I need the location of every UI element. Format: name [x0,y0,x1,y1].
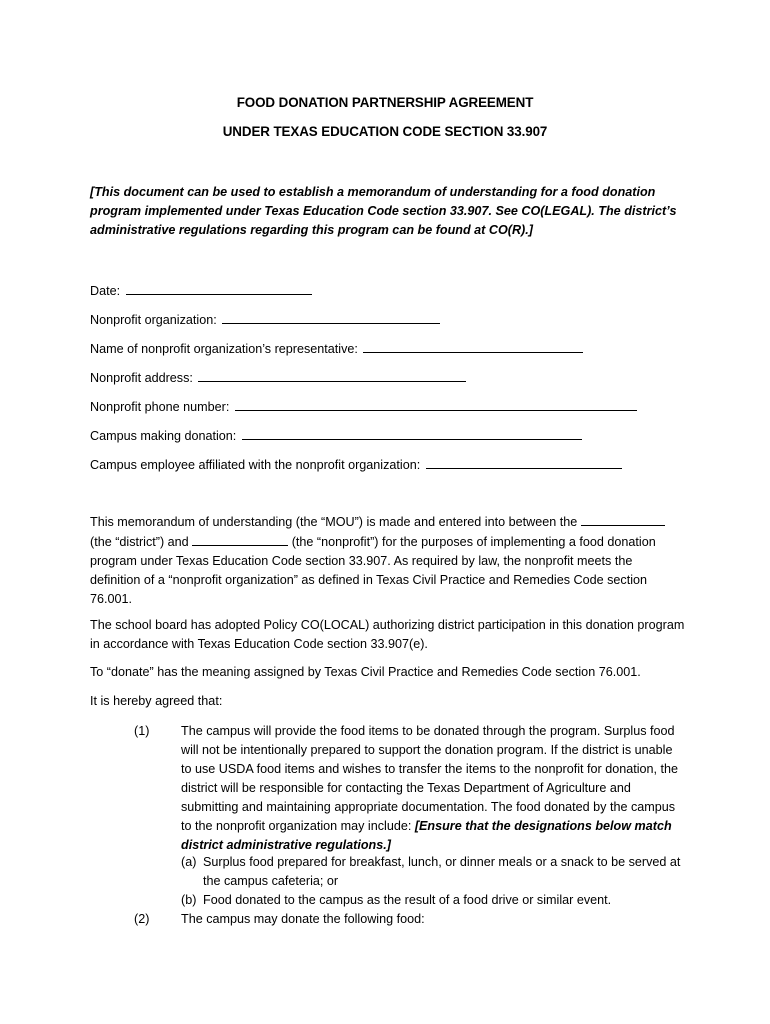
nonprofit-phone-label: Nonprofit phone number: [90,400,230,414]
district-blank[interactable] [581,512,665,526]
nonprofit-blank[interactable] [192,532,288,546]
item-1-text [181,722,681,855]
campus-donation-field [90,426,582,444]
representative-field [90,339,583,357]
nonprofit-organization-field [90,310,440,328]
representative-blank[interactable] [363,339,583,353]
subitem-b-text: Food donated to the campus as the result of a food drive or similar event. [203,893,612,907]
subitem-a-text: Surplus food prepared for breakfast, lunch, or dinner meals or a snack to be served at the campus cafeteria; or [203,855,681,888]
date-label: Date: [90,284,121,298]
date-field [90,281,312,299]
campus-donation-label: Campus making donation: [90,429,237,443]
instruction-note: [This document can be used to establish a memorandum of understanding for a food donation program implemented under Texas Education Code section 33.907. See CO(LEGAL). The district’s administrative regulations regarding this program can be found at CO(R).] [90,185,677,237]
mou-text-2: (the “district”) and [90,535,189,549]
nonprofit-phone-blank[interactable] [235,397,637,411]
item-2-number: (2) [134,912,150,926]
date-blank[interactable] [126,281,312,295]
document-title: FOOD DONATION PARTNERSHIP AGREEMENT [236,95,534,110]
donate-definition: To “donate” has the meaning assigned by Texas Civil Practice and Remedies Code section 76.001. [90,665,641,679]
representative-label: Name of nonprofit organization’s representative: [90,342,358,356]
campus-donation-blank[interactable] [242,426,582,440]
item-1-body: The campus will provide the food items to be donated through the program. Surplus food will not be intentionally prepared to support the donation program. If the district is unable to use USDA food items and wishes to transfer the items to the nonprofit for donation, the district will be responsible for contacting the Texas Department of Agriculture and submitting and maintaining appropriate documentation. The food donated by the campus to the nonprofit organization may include: [181,724,679,833]
item-1-emphasis: [Ensure that the designations below match district administrative regulations.] [181,819,672,852]
campus-employee-label: Campus employee affiliated with the nonprofit organization: [90,458,421,472]
nonprofit-address-field [90,368,466,386]
subitem-a-label: (a) [181,855,197,869]
campus-employee-blank[interactable] [426,455,622,469]
mou-paragraph [90,512,685,609]
mou-text-1: This memorandum of understanding (the “MOU”) is made and entered into between the [90,515,578,529]
subitem-b-label: (b) [181,893,197,907]
nonprofit-phone-field [90,397,637,415]
nonprofit-organization-blank[interactable] [222,310,440,324]
nonprofit-address-blank[interactable] [198,368,466,382]
campus-employee-field [90,455,622,473]
item-1-number: (1) [134,724,150,738]
item-2-text: The campus may donate the following food: [181,912,425,926]
mou-text-3: (the “nonprofit”) for the purposes of implementing a food donation program under Texas Education Code section 33.907. As required by law, the nonprofit meets the definition of a “nonprofit organization” as defined in Texas Civil Practice and Remedies Code section 76.001. [90,535,656,606]
document-subtitle: UNDER TEXAS EDUCATION CODE SECTION 33.907 [222,124,548,139]
policy-paragraph: The school board has adopted Policy CO(LOCAL) authorizing district participation in this donation program in accordance with Texas Education Code section 33.907(e). [90,618,685,651]
nonprofit-address-label: Nonprofit address: [90,371,193,385]
agreement-intro: It is hereby agreed that: [90,694,223,708]
nonprofit-organization-label: Nonprofit organization: [90,313,217,327]
